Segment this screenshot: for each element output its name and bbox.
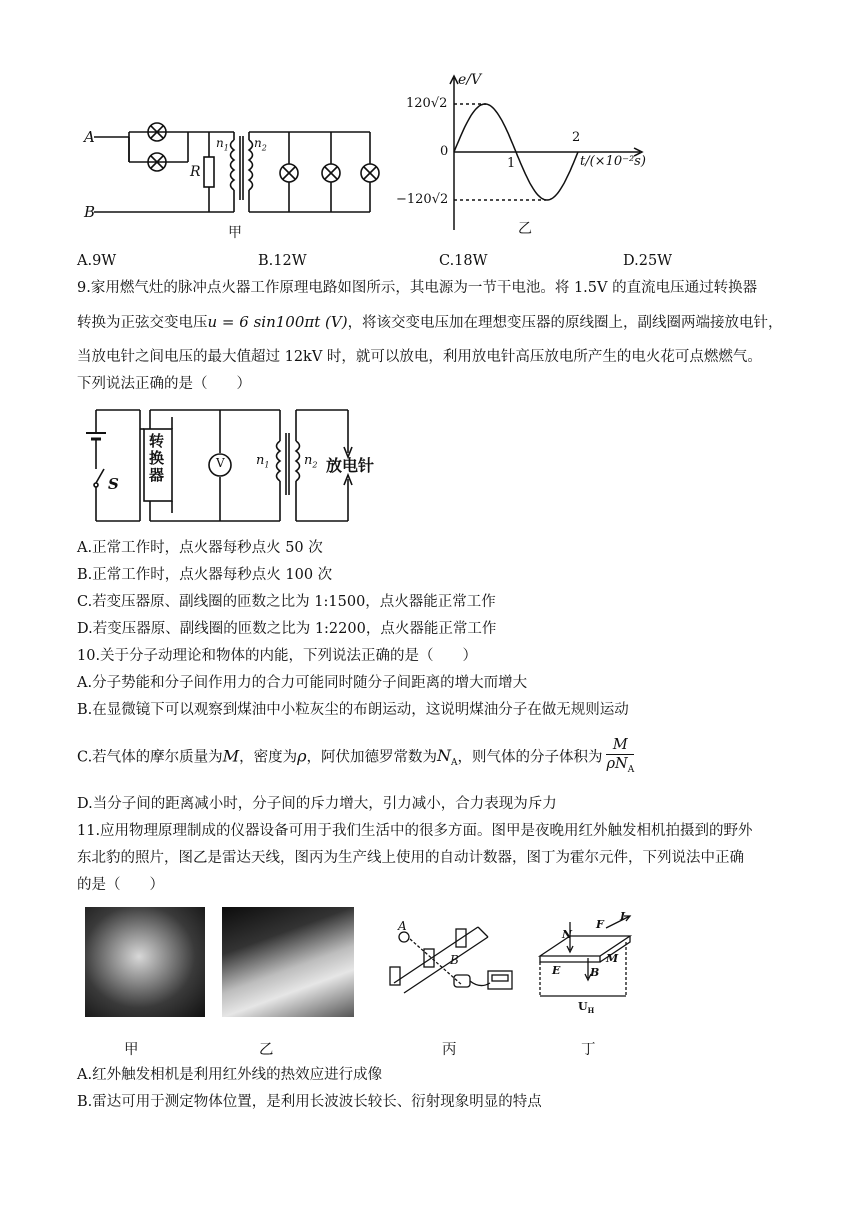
q9-line2	[77, 312, 783, 333]
caption-photo-jia: 甲	[124, 1042, 139, 1058]
fraction-denominator: $\rho N_A$	[606, 756, 635, 775]
y-tick-zero: 0	[440, 144, 449, 159]
radar-antenna-photo	[222, 907, 354, 1017]
q9-line4: 下列说法正确的是（ ）	[77, 376, 251, 392]
fraction-numerator: M	[606, 736, 634, 755]
n1-label: $n_1$	[256, 453, 270, 470]
q10-stem: 10.关于分子动理论和物体的内能，下列说法正确的是（ ）	[77, 648, 478, 664]
q10-option-c	[77, 736, 634, 784]
q10-c-fraction	[606, 736, 634, 779]
q11-option-b: B.雷达可用于测定物体位置，是利用长波波长较长、衍射现象明显的特点	[77, 1094, 542, 1110]
x-axis-label: t/(×10⁻²s)	[580, 154, 646, 169]
q9-option-a: A.正常工作时，点火器每秒点火 50 次	[77, 540, 323, 556]
switch-label: S	[108, 475, 119, 493]
needle-label: 放电针	[326, 456, 375, 475]
label-n1: $n_1$	[216, 136, 229, 153]
q10-option-d: D.当分子间的距离减小时，分子间的斥力增大，引力减小，合力表现为斥力	[77, 796, 557, 812]
q9-line1: 9.家用燃气灶的脉冲点火器工作原理电路如图所示，其电源为一节干电池。将 1.5V 的直流电压通过转换器	[77, 280, 758, 296]
voltmeter-label: V	[216, 456, 225, 470]
hall-label-f: F	[596, 918, 604, 931]
hall-label-i: I	[620, 910, 626, 923]
q8-option-d: D.25W	[623, 253, 673, 269]
caption-jia: 甲	[228, 225, 242, 241]
q10-c-text-4: ，则气体的分子体积为	[457, 749, 603, 766]
y-axis-label: e/V	[458, 72, 482, 88]
q11-line3: 的是（ ）	[77, 877, 164, 893]
q10-option-a: A.分子势能和分子间作用力的合力可能同时随分子间距离的增大而增大	[77, 675, 528, 691]
q10-c-density: ρ	[297, 746, 307, 766]
label-a: A	[84, 128, 95, 146]
label-r: R	[190, 164, 201, 180]
n2-label: $n_2$	[304, 453, 318, 470]
q9-line2-text-a: 转换为正弦交变电压	[77, 315, 208, 331]
q8-option-a: A.9W	[77, 253, 117, 269]
circuit-jia-svg	[82, 110, 382, 240]
caption-photo-yi: 乙	[259, 1042, 274, 1058]
figure-yi-chart	[390, 70, 660, 240]
q9-line2-text-b: ，将该交变电压加在理想变压器的原线圈上，副线圈两端接放电针，	[347, 315, 783, 331]
label-n2: $n_2$	[254, 136, 267, 153]
y-tick-max: 120√2	[406, 96, 448, 111]
x-tick-1: 1	[507, 156, 516, 171]
y-tick-min: −120√2	[396, 192, 449, 207]
hall-label-m: M	[606, 952, 619, 965]
caption-photo-bing: 丙	[442, 1042, 457, 1058]
q9-line3: 当放电针之间电压的最大值超过 12kV 时，就可以放电，利用放电针高压放电所产生的电火花可点燃燃气。	[77, 349, 762, 365]
caption-yi: 乙	[518, 221, 532, 237]
hall-label-n: N	[562, 928, 573, 941]
label-b: B	[84, 203, 96, 221]
q11-option-a: A.红外触发相机是利用红外线的热效应进行成像	[77, 1067, 383, 1083]
q10-c-avogadro: $N_A$	[436, 746, 458, 769]
q10-option-b: B.在显微镜下可以观察到煤油中小粒灰尘的布朗运动，这说明煤油分子在做无规则运动	[77, 702, 629, 718]
counter-label-b: B	[450, 953, 459, 967]
figure-jia-circuit	[82, 110, 382, 240]
hall-label-b: B	[590, 966, 600, 979]
hall-label-e: E	[552, 964, 561, 977]
counter-label-a: A	[398, 919, 407, 933]
q8-option-c: C.18W	[439, 253, 488, 269]
figure-igniter-circuit	[80, 403, 400, 528]
q10-c-molar-mass: M	[222, 746, 240, 766]
q10-c-text-3: ，阿伏加德罗常数为	[306, 749, 437, 766]
auto-counter-figure	[380, 915, 520, 1020]
hall-label-uh: $U_H$	[578, 1000, 595, 1016]
q10-c-text-2: ，密度为	[239, 749, 298, 766]
q9-formula: u = 6 sin100πt (V)	[207, 313, 348, 331]
caption-photo-ding: 丁	[581, 1042, 596, 1058]
hall-element-figure	[530, 910, 645, 1020]
q11-line2: 东北豹的照片，图乙是雷达天线，图丙为生产线上使用的自动计数器，图丁为霍尔元件，下列说法中正确	[77, 850, 744, 866]
q11-line1: 11.应用物理原理制成的仪器设备可用于我们生活中的很多方面。图甲是夜晚用红外触发相机拍摄到的野外	[77, 823, 753, 839]
x-tick-2: 2	[572, 130, 581, 145]
q9-option-c: C.若变压器原、副线圈的匝数之比为 1:1500，点火器能正常工作	[77, 594, 496, 610]
q8-option-b: B.12W	[258, 253, 307, 269]
leopard-photo	[85, 907, 205, 1017]
converter-box-label: 转换器	[147, 433, 165, 484]
q10-c-text-1: C.若气体的摩尔质量为	[77, 749, 223, 766]
q9-option-b: B.正常工作时，点火器每秒点火 100 次	[77, 567, 333, 583]
q9-option-d: D.若变压器原、副线圈的匝数之比为 1:2200，点火器能正常工作	[77, 621, 497, 637]
